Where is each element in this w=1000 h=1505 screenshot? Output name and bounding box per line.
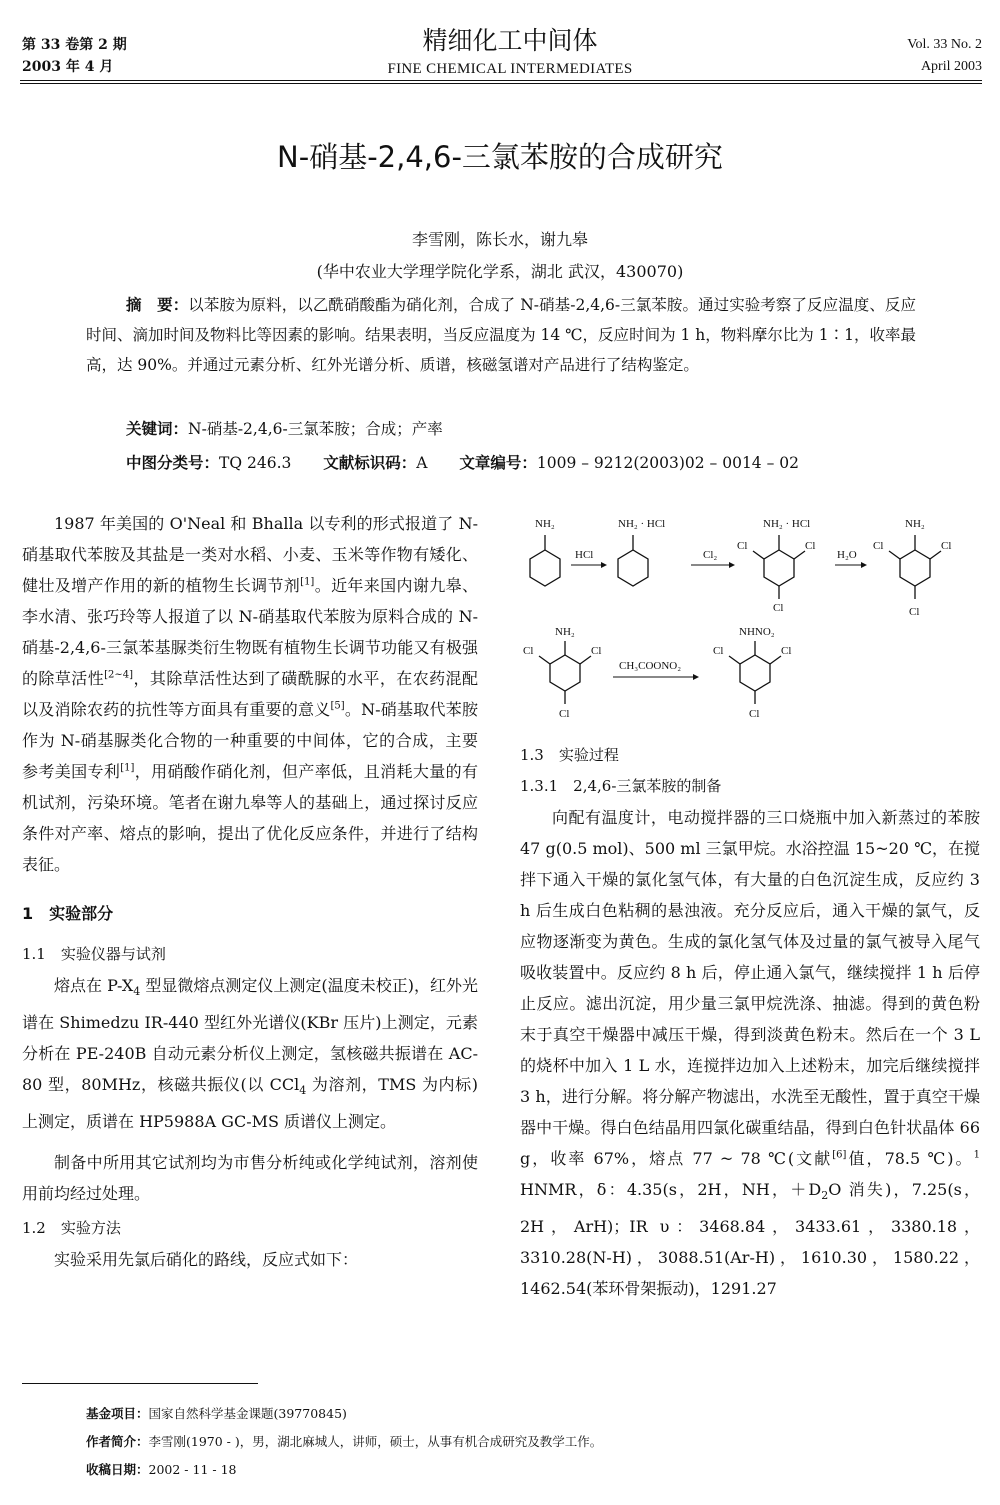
footnote-rule (22, 1383, 258, 1384)
label-cl: Cl (559, 708, 570, 720)
doc-code-label: 文献标识码： (323, 454, 417, 472)
subsection-heading-1-3-1: 1.3.1 2,4,6-三氯苯胺的制备 (520, 777, 722, 795)
reagent-h2o: H₂O (837, 549, 857, 561)
intro-paragraph (22, 508, 478, 880)
label-cl: Cl (713, 645, 724, 657)
text-run: 熔点在 P-X (54, 976, 134, 995)
journal-title-en: FINE CHEMICAL INTERMEDIATES (387, 61, 633, 77)
affiliation: (华中农业大学理学院化学系，湖北 武汉，430070) (316, 262, 684, 281)
subsection-heading-1-3: 1.3 实验过程 (520, 746, 619, 764)
label-cl: Cl (781, 645, 792, 657)
citation: [2~4] (104, 669, 134, 681)
label-cl: Cl (909, 606, 920, 618)
text-run: 型显微熔点测定仪上测定(温度未校正)，红外光谱在 Shimedzu IR-440 型红外光谱仪(KBr 压片)上测定，元素分析在 PE-240B 自动元素分析仪上测定，氢核磁共振谱在 AC-80 型，80MHz，核磁共振仪(以 CCl (22, 976, 478, 1095)
label-cl: Cl (773, 602, 784, 614)
reagent-acetyl-nitrate: CH₃COONO₂ (619, 660, 682, 672)
subscript: 4 (133, 985, 141, 999)
intro-text: 。N-硝基取代苯胺作为 N-硝基脲类化合物的一种重要的中间体，它的合成，主要参考美国专利 (22, 700, 478, 781)
header-right (907, 34, 982, 78)
volume-issue-cn: 第 33 卷第 2 期 (22, 37, 127, 53)
text-run: HNMR，δ：4.35(s，2H，NH，＋D (520, 1180, 822, 1199)
left-column (22, 508, 478, 1275)
footnote-text: 2002 - 11 - 18 (148, 1462, 237, 1477)
volume-issue-en: Vol. 33 No. 2 (907, 37, 982, 52)
citation: [1] (300, 576, 315, 588)
subscript: 4 (299, 1084, 307, 1098)
benzene-ring-aniline (530, 518, 560, 586)
arrowhead-2 (729, 562, 735, 568)
benzene-ring-trichloroaniline-hcl (737, 518, 815, 614)
subsection-heading-1-2: 1.2 实验方法 (22, 1219, 121, 1238)
label-cl: Cl (805, 540, 816, 552)
footnote-label: 收稿日期： (86, 1462, 149, 1477)
reagents-paragraph: 制备中所用其它试剂均为市售分析纯或化学纯试剂，溶剂使用前均经过处理。 (22, 1153, 478, 1204)
label-nh2: NH₂ (905, 518, 925, 530)
text-run: 值，78.5 ℃)。 (846, 1149, 974, 1168)
benzene-ring-n-nitro-trichloroaniline (713, 626, 791, 720)
intro-text: 1987 年美国的 O'Neal 和 Bhalla 以专利的形式报道了 N-硝基取代苯胺及其盐是一类对水稻、小麦、玉米等作物有矮化、健壮及增产作用的新的植物生长调节剂 (22, 514, 478, 595)
text-run: 向配有温度计，电动搅拌器的三口烧瓶中加入新蒸过的苯胺 47 g(0.5 mol)、500 ml 三氯甲烷。水浴控温 15~20 ℃，在搅拌下通入干燥的氯化氢气体，有大量的白色沉淀生成，反应约 3 h 后生成白色粘稠的悬浊液。充分反应后，通入干燥的氯气，反应物逐渐变为黄色。生成的氯化氢气体及过量的氯气被导入尾气吸收装置中。反应约 8 h 后，停止通入氯气，继续搅拌 1 h 后停止反应。滤出沉淀，用少量三氯甲烷洗涤、抽滤。得到的黄色粉末于真空干燥器中减压干燥，得到淡黄色粉末。然后在一个 3 L 的烧杯中加入 1 L 水，连搅拌边加入上述粉末，加完后继续搅拌 3 h，进行分解。将分解产物滤出，水洗至无酸性，置于真空干燥器中干燥。得白色结晶用四氯化碳重结晶，得到白色针状晶体 66 g，收率 67%，熔点 77 ~ 78 ℃(文献 (520, 808, 980, 1168)
right-column (520, 740, 980, 1304)
benzene-ring-aniline-hcl (618, 518, 665, 586)
doc-code-value: A (416, 454, 428, 472)
arrowhead-3 (861, 562, 867, 568)
label-nh2-hcl: NH₂ · HCl (618, 518, 666, 530)
reagent-hcl: HCl (575, 549, 594, 561)
text-run: O 消失)，7.25(s，2H，ArH)；IR υ：3468.84，3433.61，3380.18，3310.28(N-H)，3088.51(Ar-H)，1610.30，1580.22，1462.54(苯环骨架振动)，1291.27 (520, 1180, 980, 1299)
benzene-ring-trichloroaniline (873, 518, 951, 618)
footnote-label: 基金项目： (86, 1406, 149, 1421)
arrowhead-1 (601, 562, 607, 568)
article-no-value: 1009 – 9212(2003)02 – 0014 – 02 (536, 454, 799, 472)
label-nh2: NH₂ (555, 626, 575, 638)
citation: [1] (120, 762, 135, 774)
header-rule-top (20, 80, 982, 81)
superscript: 1 (973, 1149, 980, 1161)
benzene-ring-trichloroaniline-2 (523, 626, 601, 720)
authors: 李雪刚，陈长水，谢九皋 (411, 230, 588, 249)
header-rule-bottom (20, 83, 982, 84)
procedure-paragraph (520, 802, 980, 1304)
section-heading-1: 1 实验部分 (22, 904, 114, 923)
arrowhead-4 (693, 674, 699, 680)
clc-value: TQ 246.3 (219, 454, 292, 472)
instruments-paragraph (22, 970, 478, 1137)
header-left (22, 34, 127, 78)
journal-masthead (300, 26, 720, 80)
label-cl: Cl (873, 540, 884, 552)
clc-label: 中图分类号： (126, 454, 220, 472)
keywords (126, 414, 443, 444)
footnote-text: 李雪刚(1970 - )，男，湖北麻城人，讲师，硕士，从事有机合成研究及教学工作。 (148, 1434, 603, 1449)
subsection-heading-1-1: 1.1 实验仪器与试剂 (22, 945, 166, 963)
paper-title: N-硝基-2,4,6-三氯苯胺的合成研究 (277, 140, 723, 174)
reagent-cl2: Cl₂ (703, 549, 718, 561)
footnote-funding (86, 1404, 347, 1424)
label-cl: Cl (737, 540, 748, 552)
citation: [5] (330, 700, 345, 712)
label-nh2-hcl-2: NH₂ · HCl (763, 518, 811, 530)
keywords-text: N-硝基-2,4,6-三氯苯胺；合成；产率 (188, 420, 443, 438)
label-nh2: NH₂ (535, 518, 555, 530)
subscript: 2 (821, 1189, 829, 1203)
label-cl: Cl (749, 708, 760, 720)
abstract (86, 290, 916, 380)
abstract-label: 摘 要： (126, 296, 189, 314)
intro-text: 。近年来国内谢九皋、李水清、张巧玲等人报道了以 N-硝基取代苯胺为原料合成的 N-硝基-2,4,6-三氯苯基脲类衍生物既有植物生长调节功能又有极强的除草活性 (22, 576, 478, 688)
footnote-text: 国家自然科学基金课题(39770845) (148, 1406, 347, 1421)
footnote-author (86, 1432, 602, 1452)
label-cl: Cl (941, 540, 952, 552)
abstract-text: 以苯胺为原料，以乙酰硝酸酯为硝化剂，合成了 N-硝基-2,4,6-三氯苯胺。通过实验考察了反应温度、反应时间、滴加时间及物料比等因素的影响。结果表明，当反应温度为 14 ℃，反应时间为 1 h，物料摩尔比为 1∶1，收率最高，达 90%。并通过元素分析、红外光谱分析、质谱，核磁氢谱对产品进行了结构鉴定。 (86, 296, 916, 374)
footnote-label: 作者简介： (86, 1434, 149, 1449)
footnote-received (86, 1460, 236, 1480)
text-run: 为溶剂，TMS 为内标)上测定，质谱在 HP5988A GC-MS 质谱仪上测定。 (22, 1075, 478, 1132)
date-en: April 2003 (920, 59, 982, 74)
intro-text: ，用硝酸作硝化剂，但产率低，且消耗大量的有机试剂，污染环境。笔者在谢九皋等人的基础上，通过探讨反应条件对产率、熔点的影响，提出了优化反应条件，并进行了结构表征。 (22, 762, 478, 874)
label-nhno2: NHNO₂ (739, 626, 775, 638)
method-paragraph: 实验采用先氯后硝化的路线，反应式如下： (54, 1250, 359, 1270)
article-no-label: 文章编号： (459, 454, 537, 472)
date-cn: 2003 年 4 月 (22, 59, 114, 75)
journal-title-cn: 精细化工中间体 (422, 26, 598, 55)
keywords-label: 关键词： (126, 420, 189, 438)
label-cl: Cl (591, 645, 602, 657)
citation: [6] (832, 1149, 847, 1161)
label-cl: Cl (523, 645, 534, 657)
reaction-scheme (515, 505, 990, 740)
classification-line (126, 448, 799, 478)
intro-text: ，其除草活性达到了磺酰脲的水平，在农药混配以及消除农药的抗性等方面具有重要的意义 (22, 669, 478, 719)
